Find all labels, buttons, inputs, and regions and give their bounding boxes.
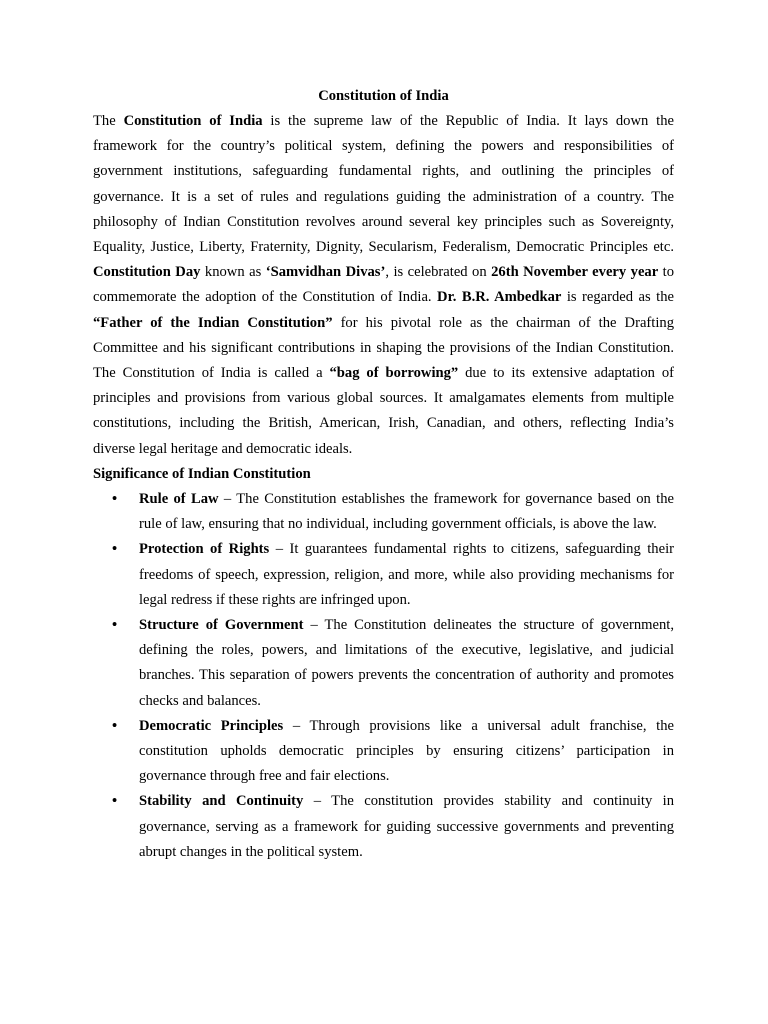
list-item-text: – It guarantees fundamental rights to citizens, safeguarding their freedoms of speech, expression, religion, and more, while also providing mechanisms for legal redress if these rights are infringed upon.	[139, 541, 674, 608]
list-item	[93, 714, 674, 790]
document-page	[93, 84, 674, 865]
intro-bold-date: 26th November every year	[491, 264, 659, 281]
list-item	[93, 613, 674, 714]
intro-text-3: known as	[200, 264, 266, 281]
bullet-icon: •	[112, 617, 118, 634]
bullet-icon: •	[112, 491, 118, 508]
list-item-text: – The constitution provides stability and continuity in governance, serving as a framework for guiding successive governments and preventing abrupt changes in the political system.	[139, 793, 674, 860]
list-item	[93, 537, 674, 613]
significance-list	[93, 487, 674, 865]
intro-text-2: is the supreme law of the Republic of India. It lays down the framework for the country’s political system, defining the powers and responsibilities of government institutions, safeguarding fundamental rights, and outlining the principles of governance. It is a set of rules and regulations guiding the administration of a country. The philosophy of Indian Constitution revolves around several key principles such as Sovereignty, Equality, Justice, Liberty, Fraternity, Dignity, Secularism, Federalism, Democratic Principles etc.	[93, 113, 674, 256]
list-item-text: – Through provisions like a universal adult franchise, the constitution upholds democratic principles by ensuring citizens’ participation in governance through free and fair elections.	[139, 717, 675, 785]
bullet-icon: •	[112, 717, 118, 734]
intro-bold-ambedkar: Dr. B.R. Ambedkar	[437, 289, 562, 306]
intro-text-1: The	[93, 113, 124, 129]
intro-text-4: , is celebrated on	[385, 264, 492, 281]
intro-bold-constitution: Constitution of India	[123, 113, 263, 129]
intro-bold-father: “Father of the Indian Constitution”	[93, 314, 333, 331]
bullet-icon: •	[112, 793, 118, 810]
intro-text-8: due to its extensive adaptation of principles and provisions from various global sources. It amalgamates elements from multiple constitutions, including the British, American, Irish, Canadian, and others, reflecting India’s diverse legal heritage and democratic ideals.	[93, 365, 675, 457]
intro-bold-constitution-day: Constitution Day	[93, 264, 201, 281]
list-item-term: Protection of Rights	[139, 541, 270, 558]
intro-bold-bag-of-borrowing: “bag of borrowing”	[329, 365, 459, 382]
intro-text-5: to commemorate the adoption of the Constitution of India.	[93, 264, 675, 306]
list-item-term: Structure of Government	[139, 617, 304, 634]
document-title: Constitution of India	[318, 88, 449, 104]
list-item-text: – The Constitution delineates the structure of government, defining the roles, powers, and limitations of the executive, legislative, and judicial branches. This separation of powers prevents the concentration of authority and promotes checks and balances.	[139, 617, 675, 709]
intro-text-6: is regarded as the	[561, 289, 674, 306]
list-item-term: Democratic Principles	[139, 717, 284, 734]
list-item-term: Stability and Continuity	[139, 793, 304, 810]
intro-bold-samvidhan-divas: ‘Samvidhan Divas’	[265, 264, 386, 281]
list-item-text: – The Constitution establishes the framework for governance based on the rule of law, ensuring that no individual, including government officials, is above the law.	[139, 491, 674, 533]
list-item	[93, 789, 674, 865]
bullet-icon: •	[112, 541, 118, 558]
significance-heading: Significance of Indian Constitution	[93, 465, 311, 482]
intro-text-7: for his pivotal role as the chairman of the Drafting Committee and his significant contributions in shaping the provisions of the Indian Constitution. The Constitution of India is called a	[93, 314, 674, 382]
intro-paragraph	[93, 109, 674, 462]
list-item	[93, 487, 674, 537]
list-item-term: Rule of Law	[139, 491, 219, 508]
